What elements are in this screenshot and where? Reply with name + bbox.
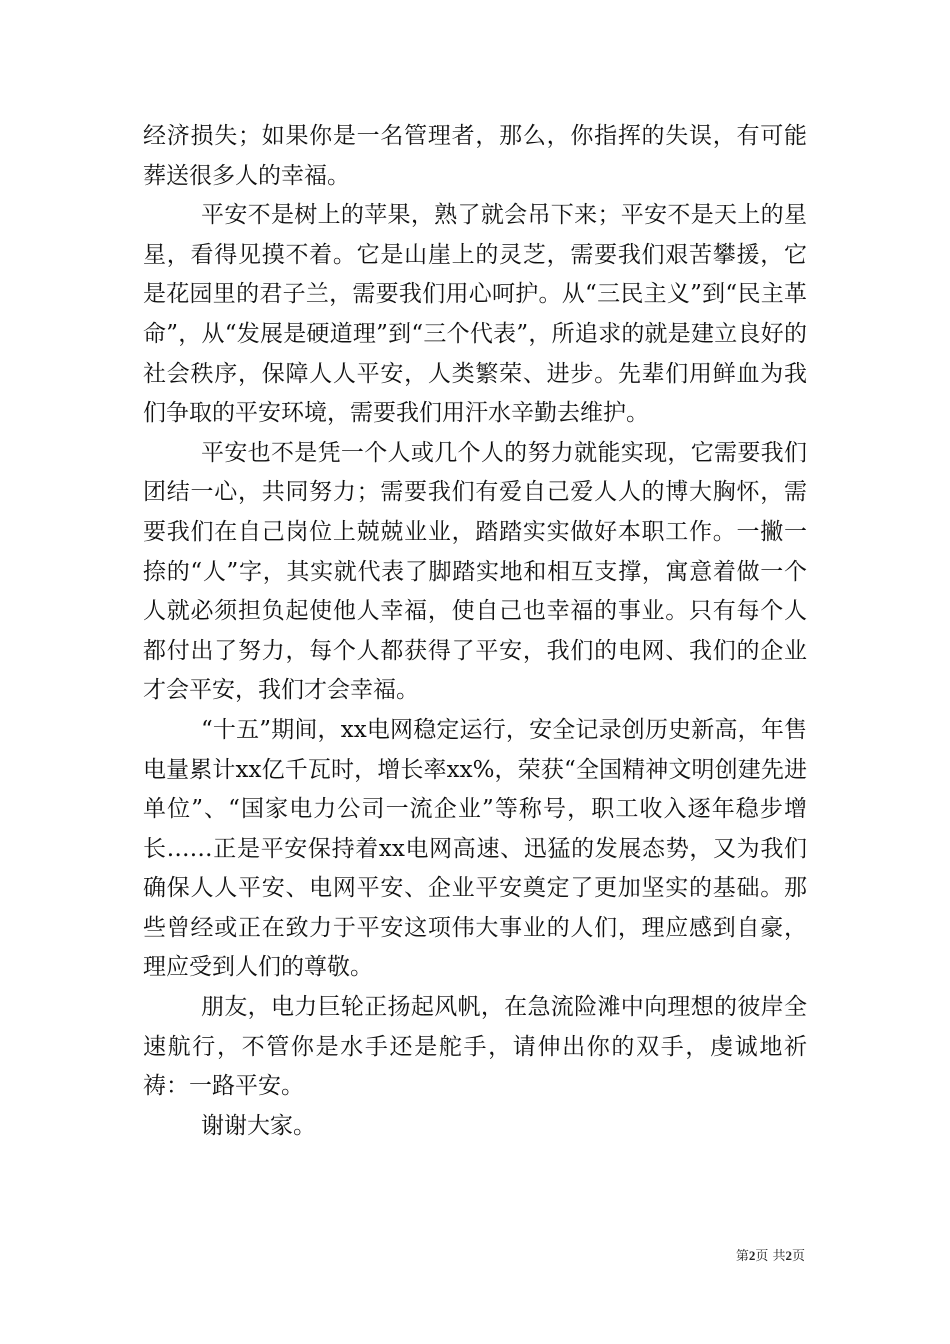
footer-total-pages: 2: [785, 1248, 792, 1263]
paragraph-5: 朋友，电力巨轮正扬起风帆，在急流险滩中向理想的彼岸全速航行，不管你是水手还是舵手，请伸出你的双手，虔诚地祈祷：一路平安。: [143, 994, 807, 1100]
footer-middle: 页 共: [755, 1249, 786, 1264]
paragraph-1: 经济损失；如果你是一名管理者，那么，你指挥的失误，有可能葬送很多人的幸福。: [143, 123, 807, 189]
document-body: [143, 117, 807, 1146]
paragraph-3: 平安也不是凭一个人或几个人的努力就能实现，它需要我们团结一心，共同努力；需要我们有爱自己爱人人的博大胸怀，需要我们在自己岗位上兢兢业业，踏踏实实做好本职工作。一撇一捺的“人”字，其实就代表了脚踏实地和相互支撑，寓意着做一个人就必须担负起使他人幸福，使自己也幸福的事业。只有每个人都付出了努力，每个人都获得了平安，我们的电网、我们的企业才会平安，我们才会幸福。: [143, 439, 807, 704]
footer-prefix: 第: [735, 1249, 749, 1264]
paragraph-2: 平安不是树上的苹果，熟了就会吊下来；平安不是天上的星星，看得见摸不着。它是山崖上的灵芝，需要我们艰苦攀援，它是花园里的君子兰，需要我们用心呵护。从“三民主义”到“民主革命”，从“发展是硬道理”到“三个代表”，所追求的就是建立良好的社会秩序，保障人人平安，人类繁荣、进步。先辈们用鲜血为我们争取的平安环境，需要我们用汗水辛勤去维护。: [143, 202, 807, 427]
footer-suffix: 页: [791, 1249, 805, 1264]
page-footer: [736, 1248, 805, 1265]
paragraph-6: 谢谢大家。: [201, 1112, 316, 1139]
footer-current-page: 2: [748, 1248, 756, 1263]
paragraph-4: “十五”期间，xx电网稳定运行，安全记录创历史新高，年售电量累计xx亿千瓦时，增长率xx%，荣获“全国精神文明创建先进单位”、“国家电力公司一流企业”等称号，职工收入逐年稳步增长……正是平安保持着xx电网高速、迅猛的发展态势，又为我们确保人人平安、电网平安、企业平安奠定了更加坚实的基础。那些曾经或正在致力于平安这项伟大事业的人们，理应感到自豪，理应受到人们的尊敬。: [143, 716, 807, 981]
